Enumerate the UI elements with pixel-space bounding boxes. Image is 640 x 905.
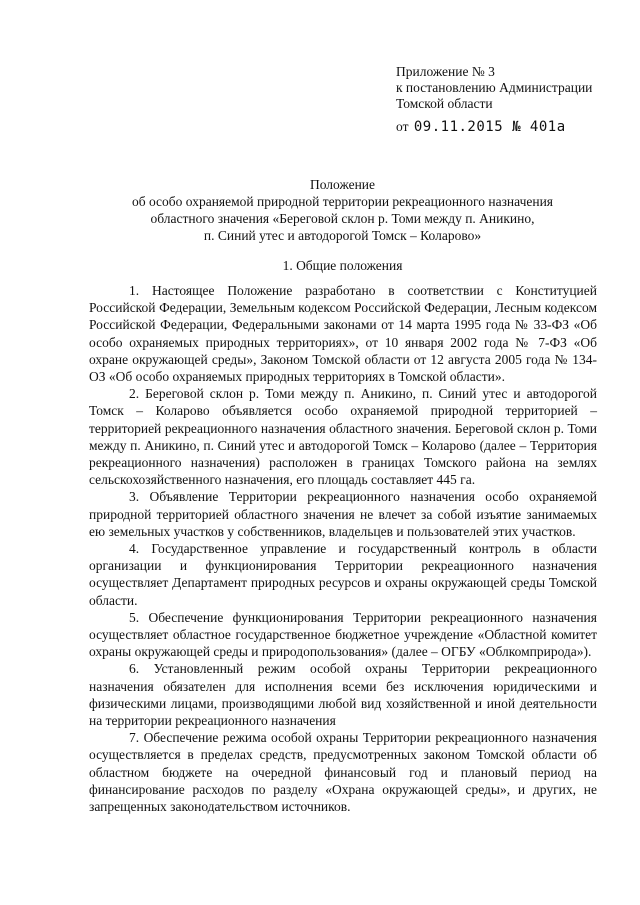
paragraph-2: 2. Береговой склон р. Томи между п. Аникино, п. Синий утес и автодорогой Томск – Коларово объявляется особо охраняемой природной территорией – территорией рекреационного назначения областного значения. Береговой склон р. Томи между п. Аникино, п. Синий утес и автодорогой Томск – Коларово (далее – Территория рекреационного назначения) расположен в границах Томского района на землях сельскохозяйственного назначения, его площадь составляет 445 га. [89,386,597,488]
paragraph-3: 3. Объявление Территории рекреационного назначения особо охраняемой природной территорией областного значения не влечет за собой изъятие занимаемых ею земельных участков у собственников, владельцев и пользователей этих участков. [89,489,597,539]
section-heading: 1. Общие положения [282,258,403,273]
appendix-region: Томской области [396,96,493,111]
title-line-4: п. Синий утес и автодорогой Томск – Коларово» [203,228,482,243]
appendix-date-line [396,119,592,135]
appendix-header [396,64,592,135]
paragraph-6: 6. Установленный режим особой охраны Территории рекреационного назначения обязателен для исполнения всеми без исключения юридическими и физическими лицами, производящими любой вид хозяйственной и иной деятельности на территории рекреационного назначения [89,661,597,729]
title-line-1: Положение [309,177,376,192]
paragraph-5: 5. Обеспечение функционирования Территории рекреационного назначения осуществляет областное государственное бюджетное учреждение «Областной комитет охраны окружающей среды и природопользования» (далее – ОГБУ «Облкомприрода»). [89,609,597,660]
paragraph-4: 4. Государственное управление и государственный контроль в области организации и функционирования Территории рекреационного назначения осуществляет Департамент природных ресурсов и охраны окружающей среды Томской области. [89,541,597,608]
section-body [89,282,597,815]
title-line-2: об особо охраняемой природной территории рекреационного назначения [131,194,554,209]
decree-date-number: 09.11.2015 № 401а [413,119,566,135]
paragraph-7: 7. Обеспечение режима особой охраны Территории рекреационного назначения осуществляется в пределах средств, предусмотренных законом Томской области об областном бюджете на очередной финансовый год и плановый период на финансирование расходов по разделу «Охрана окружающей среды», и других, не запрещенных законодательством источников. [89,730,597,815]
date-prefix: от [396,119,409,134]
appendix-reference: к постановлению Администрации [396,80,593,95]
appendix-number: Приложение № 3 [396,64,495,79]
paragraph-1: 1. Настоящее Положение разработано в соответствии с Конституцией Российской Федерации, Земельным кодексом Российской Федерации, Лесным кодексом Российской Федерации, Федеральными законами от 14 марта 1995 года № 33-ФЗ «Об особо охраняемых природных территориях», от 10 января 2002 года № 7-ФЗ «Об охране окружающей среды», Законом Томской области от 12 августа 2005 года № 134-ОЗ «Об особо охраняемых природных территориях в Томской области». [89,283,597,385]
document-title [90,176,595,244]
title-line-3: областного значения «Береговой склон р. Томи между п. Аникино, [150,211,535,226]
